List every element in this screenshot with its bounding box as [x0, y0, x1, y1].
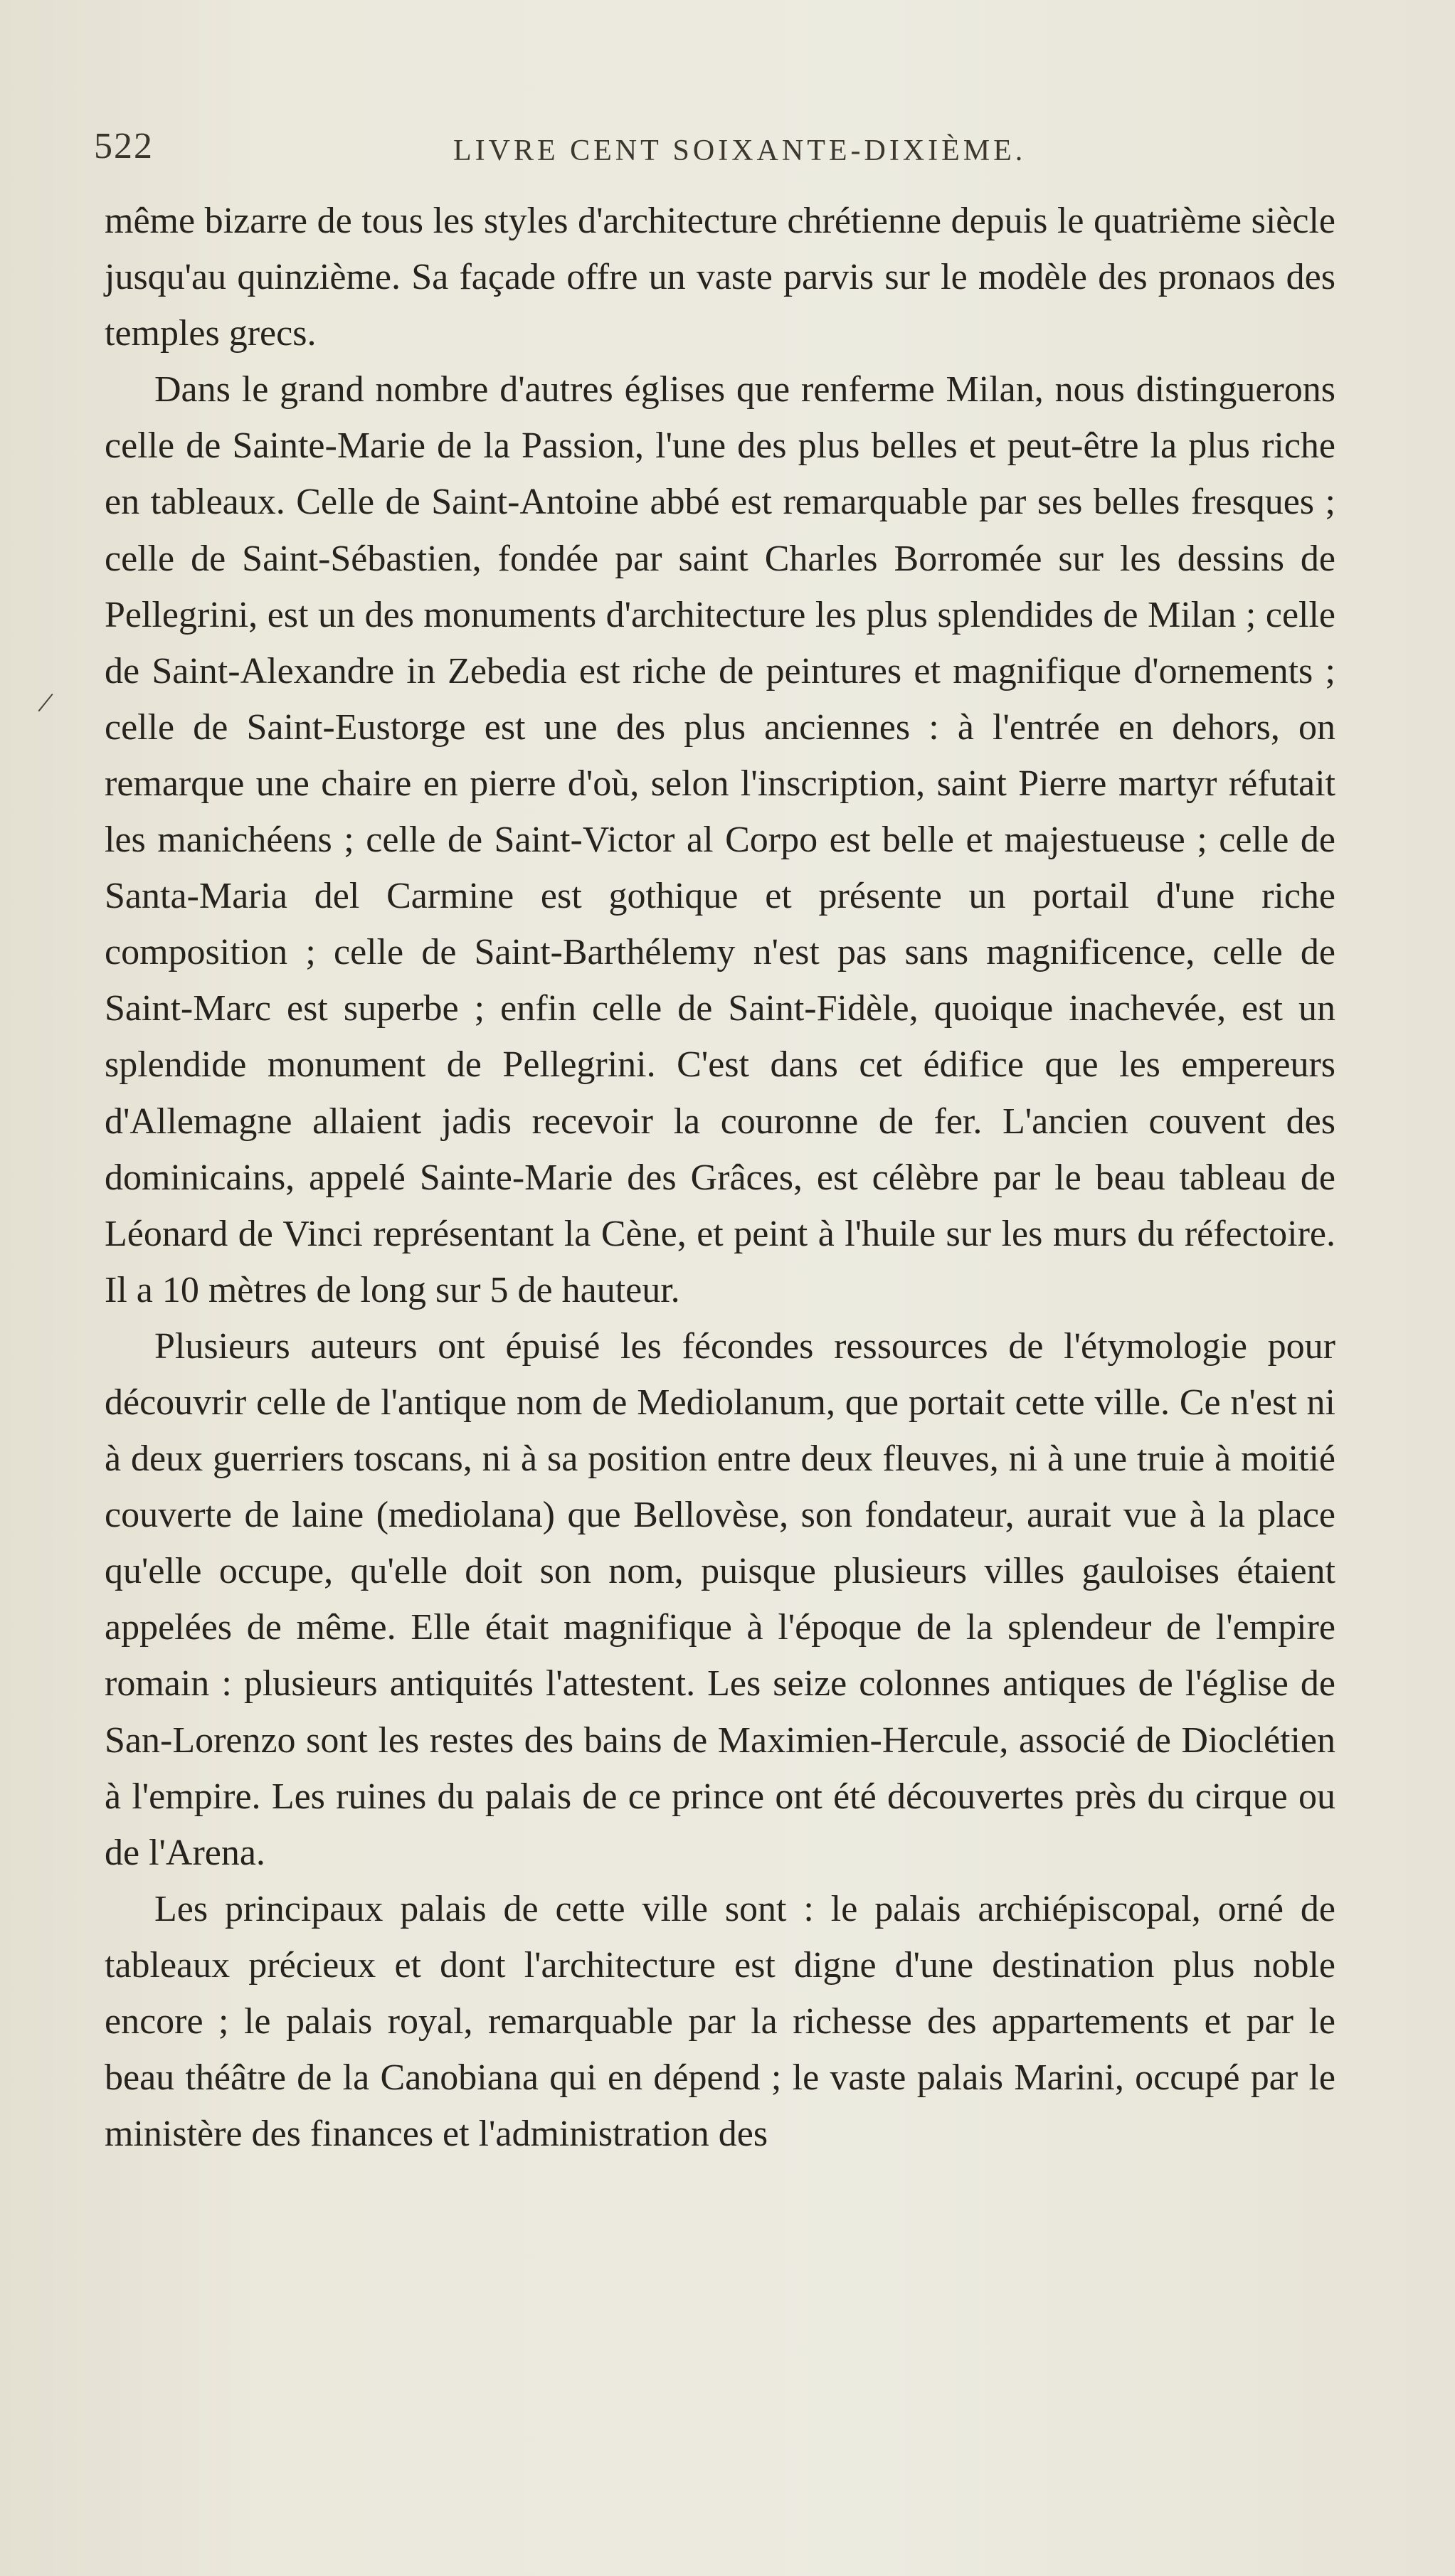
paragraph-etymology: Plusieurs auteurs ont épuisé les fécondes ressources de l'étymologie pour découvrir celle de l'antique nom de Mediolanum, que portait cette ville. Ce n'est ni à deux guerriers toscans, ni à sa position entre deux fleuves, ni à une truie à moitié couverte de laine (mediolana) que Bellovèse, son fondateur, aurait vue à la place qu'elle occupe, qu'elle doit son nom, puisque plusieurs villes gauloises étaient appelées de même. Elle était magnifique à l'époque de la splendeur de l'empire romain : plusieurs antiquités l'attestent. Les seize colonnes antiques de l'église de San-Lorenzo sont les restes des bains de Maximien-Hercule, associé de Dioclétien à l'empire. Les ruines du palais de ce prince ont été découvertes près du cirque ou de l'Arena. [105, 1325, 1335, 1873]
margin-mark: / [35, 684, 56, 721]
body-text [105, 193, 1335, 2162]
running-head [94, 125, 1348, 175]
page-number: 522 [94, 126, 154, 166]
paragraph-palaces: Les principaux palais de cette ville sont : le palais archiépiscopal, orné de tableaux précieux et dont l'architecture est digne d'une destination plus noble encore ; le palais royal, remarquable par la richesse des appartements et par le beau théâtre de la Canobiana qui en dépend ; le vaste palais Marini, occupé par le ministère des finances et l'administration des [105, 1888, 1335, 2155]
paragraph-churches: Dans le grand nombre d'autres églises que renferme Milan, nous distinguerons celle de Sainte-Marie de la Passion, l'une des plus belles et peut-être la plus riche en tableaux. Celle de Saint-Antoine abbé est remarquable par ses belles fresques ; celle de Saint-Sébastien, fondée par saint Charles Borromée sur les dessins de Pellegrini, est un des monuments d'architecture les plus splendides de Milan ; celle de Saint-Alexandre in Zebedia est riche de peintures et magnifique d'ornements ; celle de Saint-Eustorge est une des plus anciennes : à l'entrée en dehors, on remarque une chaire en pierre d'où, selon l'inscription, saint Pierre martyr réfutait les manichéens ; celle de Saint-Victor al Corpo est belle et majestueuse ; celle de Santa-Maria del Carmine est gothique et présente un portail d'une riche composition ; celle de Saint-Barthélemy n'est pas sans magnificence, celle de Saint-Marc est superbe ; enfin celle de Saint-Fidèle, quoique inachevée, est un splendide monument de Pellegrini. C'est dans cet édifice que les empereurs d'Allemagne allaient jadis recevoir la couronne de fer. L'ancien couvent des dominicains, appelé Sainte-Marie des Grâces, est célèbre par le beau tableau de Léonard de Vinci représentant la Cène, et peint à l'huile sur les murs du réfectoire. Il a 10 mètres de long sur 5 de hauteur. [105, 369, 1335, 1310]
paragraph-continuation: même bizarre de tous les styles d'architecture chrétienne depuis le quatrième siècle jusqu'au quinzième. Sa façade offre un vaste parvis sur le modèle des pronaos des temples grecs. [105, 201, 1335, 354]
running-title: LIVRE CENT SOIXANTE-DIXIÈME. [453, 134, 1027, 167]
